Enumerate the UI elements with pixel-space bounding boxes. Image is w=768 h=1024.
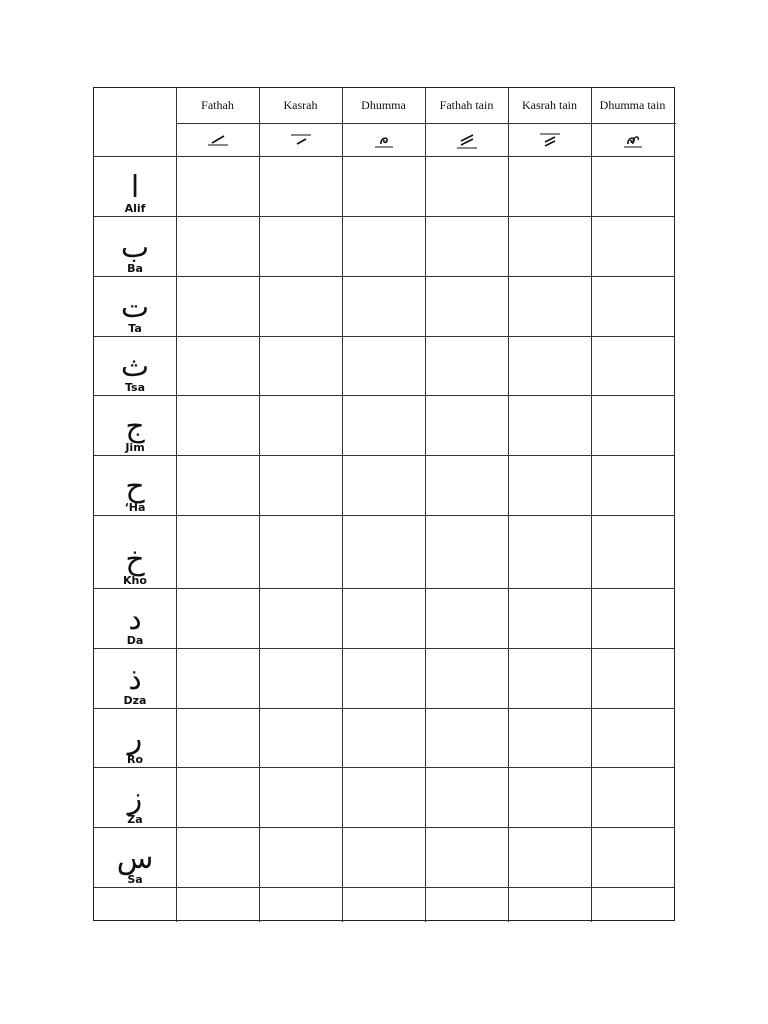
practice-cell[interactable] [342, 156, 425, 216]
kasrah-mark-icon [259, 123, 342, 156]
practice-cell[interactable] [259, 708, 342, 767]
practice-cell[interactable] [508, 216, 591, 276]
practice-cell[interactable] [425, 336, 508, 395]
letter-name: Ta [128, 322, 142, 335]
practice-cell[interactable] [259, 588, 342, 648]
practice-cell[interactable] [425, 455, 508, 515]
practice-cell[interactable] [176, 708, 259, 767]
practice-cell[interactable] [591, 648, 674, 708]
practice-cell[interactable] [591, 455, 674, 515]
practice-cell[interactable] [425, 276, 508, 336]
practice-cell[interactable] [259, 515, 342, 588]
column-header-fathah-tain: Fathah tain [439, 98, 494, 112]
letter-name: Jim [125, 441, 145, 454]
dhumma-tain-mark-icon [591, 123, 674, 156]
practice-cell[interactable] [508, 708, 591, 767]
harakat-worksheet-table [93, 87, 675, 921]
letter-cell [94, 767, 176, 827]
kasrah-tain-mark-icon [508, 123, 591, 156]
practice-cell[interactable] [591, 276, 674, 336]
arabic-letter: ت [120, 290, 150, 325]
letter-name: Alif [124, 202, 146, 215]
practice-cell[interactable] [342, 767, 425, 827]
row-divider [94, 887, 674, 888]
practice-cell[interactable] [425, 216, 508, 276]
arabic-letter: س [116, 841, 154, 876]
practice-cell[interactable] [508, 767, 591, 827]
column-header-kasrah-tain: Kasrah tain [522, 98, 577, 112]
practice-cell[interactable] [591, 515, 674, 588]
practice-cell[interactable] [508, 827, 591, 887]
practice-cell[interactable] [342, 395, 425, 455]
letter-cell [94, 216, 176, 276]
practice-cell[interactable] [508, 515, 591, 588]
column-header-dhumma-tain: Dhumma tain [599, 98, 666, 112]
practice-cell[interactable] [591, 708, 674, 767]
practice-cell[interactable] [425, 767, 508, 827]
letter-name: Dza [123, 694, 147, 707]
letter-name: Ro [126, 753, 144, 766]
practice-cell[interactable] [342, 827, 425, 887]
practice-cell[interactable] [259, 767, 342, 827]
column-header-dhumma: Dhumma [361, 98, 406, 112]
practice-cell[interactable] [259, 216, 342, 276]
practice-cell[interactable] [176, 767, 259, 827]
practice-cell[interactable] [425, 395, 508, 455]
practice-cell[interactable] [259, 336, 342, 395]
letter-name: Tsa [124, 381, 145, 394]
letter-cell [94, 455, 176, 515]
practice-cell[interactable] [425, 588, 508, 648]
practice-cell[interactable] [259, 455, 342, 515]
practice-cell[interactable] [176, 395, 259, 455]
practice-cell[interactable] [425, 156, 508, 216]
dhumma-mark-icon [342, 123, 425, 156]
letter-cell [94, 827, 176, 887]
practice-cell[interactable] [342, 588, 425, 648]
practice-cell[interactable] [259, 395, 342, 455]
practice-cell[interactable] [508, 156, 591, 216]
practice-cell[interactable] [508, 455, 591, 515]
practice-cell[interactable] [176, 216, 259, 276]
column-header-fathah: Fathah [201, 98, 234, 112]
practice-cell[interactable] [591, 216, 674, 276]
practice-cell[interactable] [259, 276, 342, 336]
practice-cell[interactable] [259, 648, 342, 708]
practice-cell[interactable] [591, 827, 674, 887]
letter-name: Ba [127, 262, 143, 275]
fathah-tain-mark-icon [425, 123, 508, 156]
column-header-kasrah: Kasrah [283, 98, 318, 112]
practice-cell[interactable] [176, 827, 259, 887]
letter-name: Za [127, 813, 143, 826]
practice-cell[interactable] [591, 767, 674, 827]
arabic-letter: ذ [128, 662, 142, 697]
practice-cell[interactable] [176, 276, 259, 336]
letter-name: Kho [123, 574, 147, 587]
letter-cell [94, 276, 176, 336]
practice-cell[interactable] [425, 708, 508, 767]
fathah-mark-icon [176, 123, 259, 156]
practice-cell[interactable] [508, 395, 591, 455]
practice-cell[interactable] [591, 156, 674, 216]
practice-cell[interactable] [342, 648, 425, 708]
letter-cell [94, 588, 176, 648]
practice-cell[interactable] [508, 588, 591, 648]
arabic-letter: ز [127, 781, 143, 816]
practice-cell[interactable] [425, 827, 508, 887]
practice-cell[interactable] [259, 156, 342, 216]
practice-cell[interactable] [508, 336, 591, 395]
letter-cell [94, 395, 176, 455]
practice-cell[interactable] [176, 515, 259, 588]
practice-cell[interactable] [425, 515, 508, 588]
practice-cell[interactable] [591, 395, 674, 455]
practice-cell[interactable] [176, 588, 259, 648]
letter-cell [94, 515, 176, 588]
letter-cell [94, 648, 176, 708]
arabic-letter: ر [127, 721, 143, 756]
practice-cell[interactable] [342, 216, 425, 276]
letter-cell [94, 708, 176, 767]
practice-cell[interactable] [176, 156, 259, 216]
practice-cell[interactable] [425, 648, 508, 708]
practice-cell[interactable] [342, 276, 425, 336]
practice-cell[interactable] [342, 515, 425, 588]
practice-cell[interactable] [591, 588, 674, 648]
practice-cell[interactable] [342, 455, 425, 515]
practice-cell[interactable] [591, 336, 674, 395]
letter-name: Da [126, 634, 144, 647]
practice-cell[interactable] [508, 276, 591, 336]
letter-cell [94, 156, 176, 216]
practice-cell[interactable] [176, 455, 259, 515]
practice-cell[interactable] [342, 708, 425, 767]
arabic-letter: ث [120, 349, 150, 384]
arabic-letter: ب [120, 230, 150, 265]
practice-cell[interactable] [342, 336, 425, 395]
arabic-letter: د [128, 602, 142, 637]
arabic-letter: ح [125, 469, 145, 504]
letter-cell [94, 336, 176, 395]
practice-cell[interactable] [176, 336, 259, 395]
letter-name: ‘Ha [124, 501, 146, 514]
practice-cell[interactable] [259, 827, 342, 887]
arabic-letter: ج [125, 409, 145, 444]
practice-cell[interactable] [508, 648, 591, 708]
arabic-letter: ا [130, 170, 140, 205]
arabic-letter: خ [125, 542, 145, 577]
letter-name: Sa [127, 873, 143, 886]
practice-cell[interactable] [176, 648, 259, 708]
